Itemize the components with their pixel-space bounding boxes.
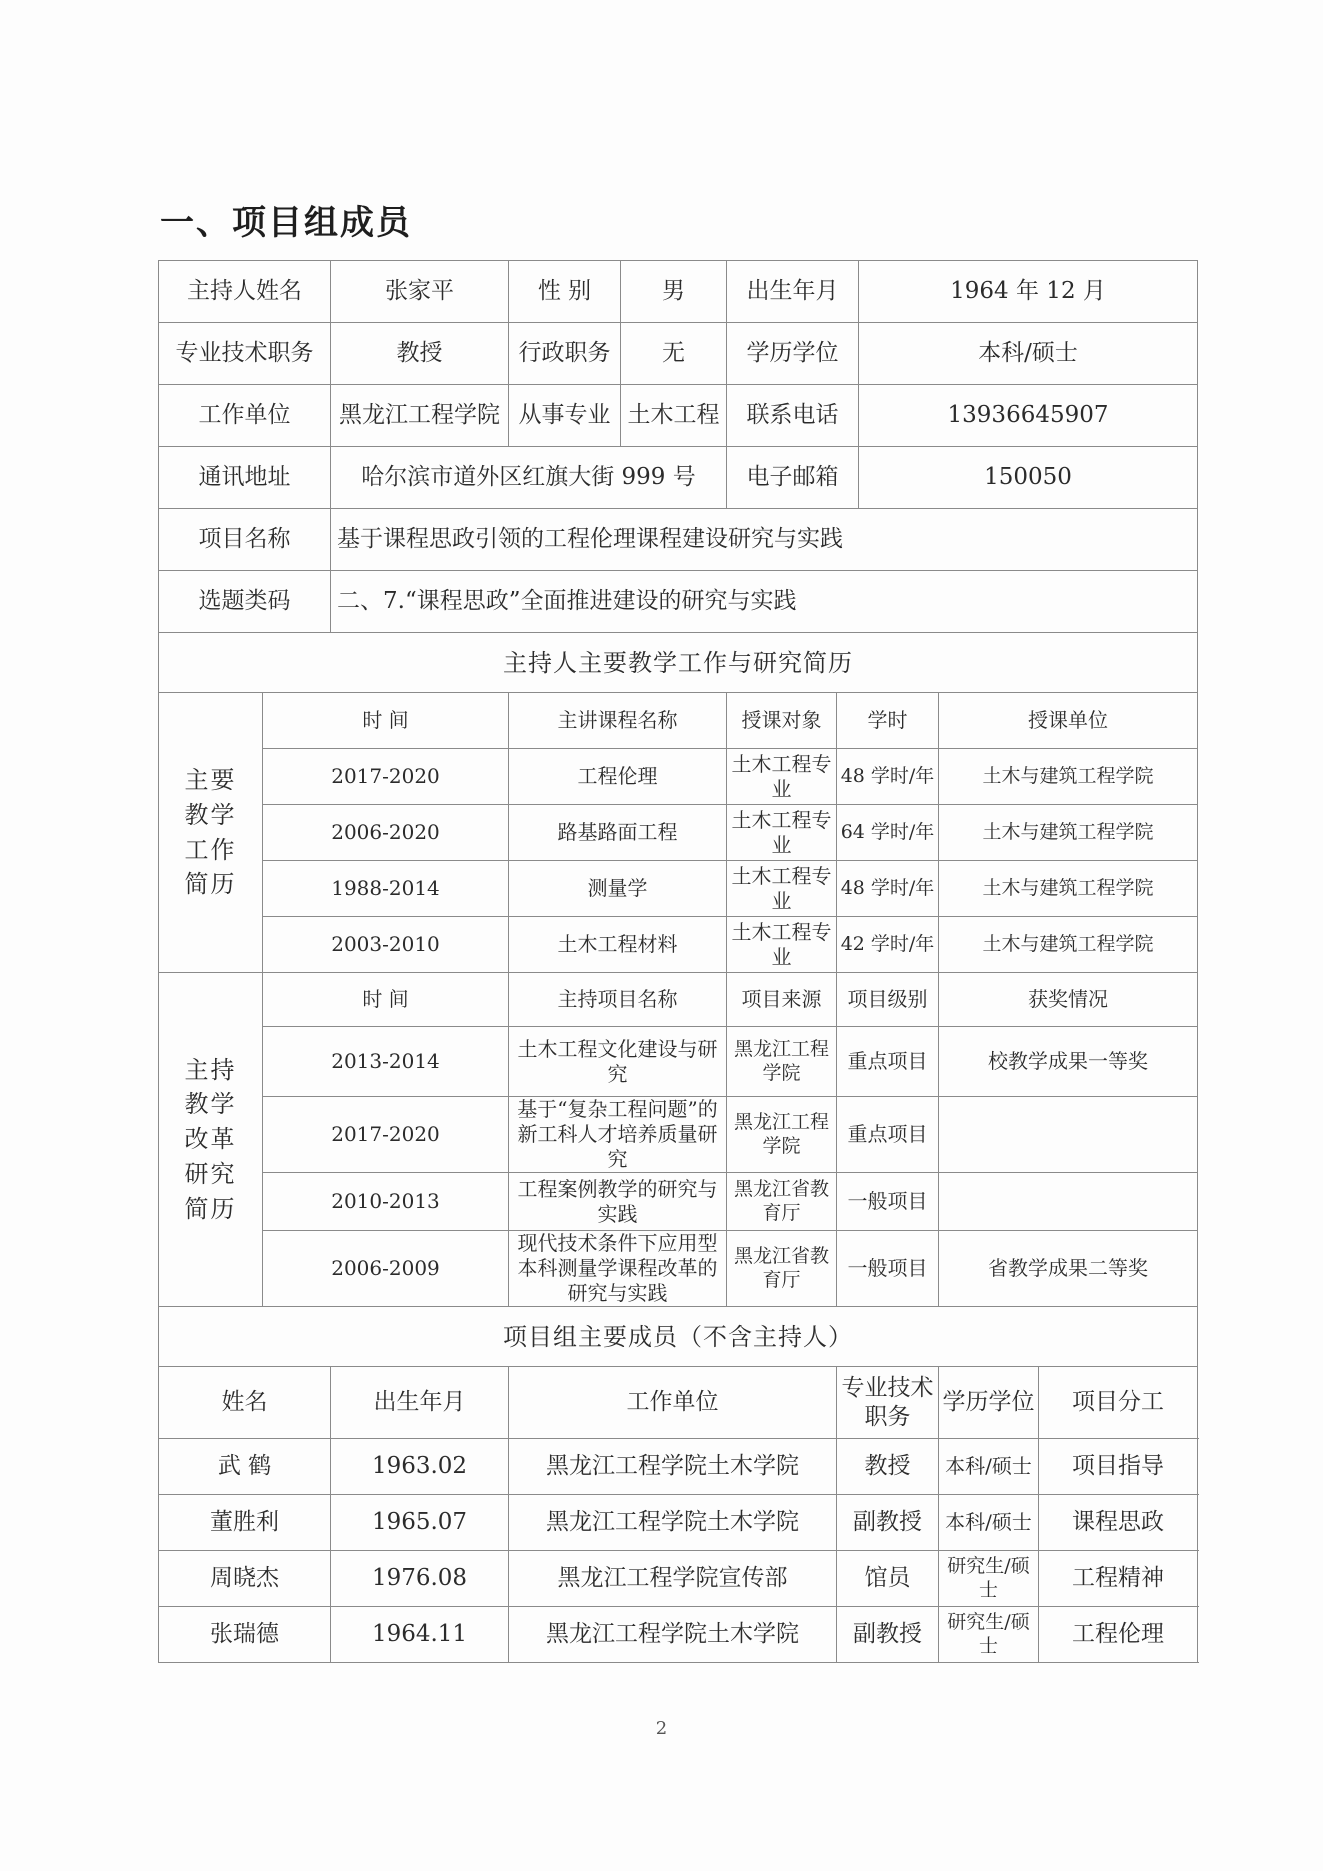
teaching-unit: 土木与建筑工程学院 [939, 861, 1198, 917]
member-degree: 研究生/硕士 [939, 1607, 1039, 1663]
host-name-value: 张家平 [331, 261, 509, 323]
reform-time: 2017-2020 [263, 1097, 509, 1173]
teaching-header-unit: 授课单位 [939, 693, 1198, 749]
reform-row [159, 1097, 1198, 1173]
topic-label: 选题类码 [159, 571, 331, 633]
degree-label: 学历学位 [727, 323, 859, 385]
host-row-1 [159, 261, 1198, 323]
teaching-unit: 土木与建筑工程学院 [939, 805, 1198, 861]
teaching-time: 1988-2014 [263, 861, 509, 917]
birth-value: 1964 年 12 月 [859, 261, 1198, 323]
topic-value: 二、7.“课程思政”全面推进建设的研究与实践 [331, 571, 1198, 633]
unit-label: 工作单位 [159, 385, 331, 447]
teaching-row [159, 749, 1198, 805]
member-birth: 1965.07 [331, 1495, 509, 1551]
teaching-course: 测量学 [509, 861, 727, 917]
resume-title-row [159, 633, 1198, 693]
reform-label-line: 简历 [184, 1194, 237, 1223]
member-row [159, 1439, 1198, 1495]
member-unit: 黑龙江工程学院土木学院 [509, 1439, 837, 1495]
host-name-label: 主持人姓名 [159, 261, 331, 323]
reform-level: 一般项目 [837, 1231, 939, 1307]
reform-level: 重点项目 [837, 1097, 939, 1173]
member-name: 张瑞德 [159, 1607, 331, 1663]
reform-header-project: 主持项目名称 [509, 973, 727, 1027]
teaching-hours: 48 学时/年 [837, 749, 939, 805]
teaching-row [159, 805, 1198, 861]
member-role: 工程伦理 [1039, 1607, 1198, 1663]
members-title: 项目组主要成员（不含主持人） [159, 1307, 1198, 1367]
teaching-hours: 48 学时/年 [837, 861, 939, 917]
reform-award [939, 1173, 1198, 1231]
member-birth: 1964.11 [331, 1607, 509, 1663]
reform-row [159, 1027, 1198, 1097]
teaching-unit: 土木与建筑工程学院 [939, 917, 1198, 973]
members-header-degree: 学历学位 [939, 1367, 1039, 1439]
section-heading: 一、项目组成员 [160, 203, 412, 243]
member-degree: 本科/硕士 [939, 1439, 1039, 1495]
reform-level: 一般项目 [837, 1173, 939, 1231]
teaching-header-row [159, 693, 1198, 749]
member-role: 项目指导 [1039, 1439, 1198, 1495]
title-value: 教授 [331, 323, 509, 385]
host-row-6 [159, 571, 1198, 633]
reform-time: 2010-2013 [263, 1173, 509, 1231]
reform-source: 黑龙江工程学院 [727, 1097, 837, 1173]
member-unit: 黑龙江工程学院土木学院 [509, 1495, 837, 1551]
members-header-unit: 工作单位 [509, 1367, 837, 1439]
reform-project: 工程案例教学的研究与实践 [509, 1173, 727, 1231]
teaching-label-line: 工作 [184, 835, 237, 864]
reform-award: 校教学成果一等奖 [939, 1027, 1198, 1097]
teaching-hours: 64 学时/年 [837, 805, 939, 861]
reform-source: 黑龙江省教育厅 [727, 1173, 837, 1231]
member-name: 董胜利 [159, 1495, 331, 1551]
host-row-2 [159, 323, 1198, 385]
page-number: 2 [655, 1718, 668, 1739]
teaching-course: 工程伦理 [509, 749, 727, 805]
teaching-label-line: 简历 [184, 870, 237, 899]
teaching-course: 路基路面工程 [509, 805, 727, 861]
members-header-role: 项目分工 [1039, 1367, 1198, 1439]
members-header-name: 姓名 [159, 1367, 331, 1439]
host-row-3 [159, 385, 1198, 447]
phone-label: 联系电话 [727, 385, 859, 447]
reform-time: 2006-2009 [263, 1231, 509, 1307]
host-row-5 [159, 509, 1198, 571]
gender-label: 性 别 [509, 261, 621, 323]
member-role: 工程精神 [1039, 1551, 1198, 1607]
teaching-audience: 土木工程专业 [727, 805, 837, 861]
teaching-time: 2006-2020 [263, 805, 509, 861]
teaching-header-time: 时 间 [263, 693, 509, 749]
reform-header-award: 获奖情况 [939, 973, 1198, 1027]
teaching-header-audience: 授课对象 [727, 693, 837, 749]
address-value: 哈尔滨市道外区红旗大街 999 号 [331, 447, 727, 509]
members-title-row [159, 1307, 1198, 1367]
teaching-time: 2003-2010 [263, 917, 509, 973]
member-title: 馆员 [837, 1551, 939, 1607]
reform-header-row [159, 973, 1198, 1027]
reform-award: 省教学成果二等奖 [939, 1231, 1198, 1307]
teaching-audience: 土木工程专业 [727, 749, 837, 805]
reform-source: 黑龙江省教育厅 [727, 1231, 837, 1307]
project-label: 项目名称 [159, 509, 331, 571]
reform-row [159, 1231, 1198, 1307]
project-member-form [158, 260, 1198, 1663]
members-header-title: 专业技术职务 [837, 1367, 939, 1439]
teaching-row [159, 917, 1198, 973]
admin-label: 行政职务 [509, 323, 621, 385]
teaching-label-line: 教学 [184, 800, 237, 829]
phone-value: 13936645907 [859, 385, 1198, 447]
reform-award [939, 1097, 1198, 1173]
member-degree: 本科/硕士 [939, 1495, 1039, 1551]
reform-project: 土木工程文化建设与研究 [509, 1027, 727, 1097]
reform-row [159, 1173, 1198, 1231]
major-value: 土木工程 [621, 385, 727, 447]
member-role: 课程思政 [1039, 1495, 1198, 1551]
teaching-audience: 土木工程专业 [727, 917, 837, 973]
member-title: 副教授 [837, 1495, 939, 1551]
member-unit: 黑龙江工程学院宣传部 [509, 1551, 837, 1607]
reform-time: 2013-2014 [263, 1027, 509, 1097]
teaching-time: 2017-2020 [263, 749, 509, 805]
project-value: 基于课程思政引领的工程伦理课程建设研究与实践 [331, 509, 1198, 571]
member-birth: 1976.08 [331, 1551, 509, 1607]
member-name: 武 鹤 [159, 1439, 331, 1495]
teaching-header-hours: 学时 [837, 693, 939, 749]
host-row-4 [159, 447, 1198, 509]
reform-label-line: 教学 [184, 1090, 237, 1119]
reform-label-line: 主持 [184, 1055, 237, 1084]
reform-label-line: 研究 [184, 1159, 237, 1188]
admin-value: 无 [621, 323, 727, 385]
reform-header-time: 时 间 [263, 973, 509, 1027]
member-degree: 研究生/硕士 [939, 1551, 1039, 1607]
reform-label-line: 改革 [184, 1125, 237, 1154]
email-label: 电子邮箱 [727, 447, 859, 509]
member-row [159, 1495, 1198, 1551]
reform-source: 黑龙江工程学院 [727, 1027, 837, 1097]
member-name: 周晓杰 [159, 1551, 331, 1607]
member-birth: 1963.02 [331, 1439, 509, 1495]
reform-section-label [159, 973, 263, 1307]
reform-header-level: 项目级别 [837, 973, 939, 1027]
degree-value: 本科/硕士 [859, 323, 1198, 385]
reform-project: 基于“复杂工程问题”的新工科人才培养质量研究 [509, 1097, 727, 1173]
unit-value: 黑龙江工程学院 [331, 385, 509, 447]
teaching-label-line: 主要 [184, 765, 237, 794]
teaching-unit: 土木与建筑工程学院 [939, 749, 1198, 805]
reform-header-source: 项目来源 [727, 973, 837, 1027]
address-label: 通讯地址 [159, 447, 331, 509]
member-row [159, 1551, 1198, 1607]
title-label: 专业技术职务 [159, 323, 331, 385]
teaching-audience: 土木工程专业 [727, 861, 837, 917]
resume-title: 主持人主要教学工作与研究简历 [159, 633, 1198, 693]
reform-level: 重点项目 [837, 1027, 939, 1097]
teaching-section-label [159, 693, 263, 973]
teaching-row [159, 861, 1198, 917]
birth-label: 出生年月 [727, 261, 859, 323]
teaching-hours: 42 学时/年 [837, 917, 939, 973]
member-title: 副教授 [837, 1607, 939, 1663]
teaching-course: 土木工程材料 [509, 917, 727, 973]
member-title: 教授 [837, 1439, 939, 1495]
members-header-row [159, 1367, 1198, 1439]
member-row [159, 1607, 1198, 1663]
reform-project: 现代技术条件下应用型本科测量学课程改革的研究与实践 [509, 1231, 727, 1307]
members-header-birth: 出生年月 [331, 1367, 509, 1439]
email-value: 150050 [859, 447, 1198, 509]
gender-value: 男 [621, 261, 727, 323]
major-label: 从事专业 [509, 385, 621, 447]
member-unit: 黑龙江工程学院土木学院 [509, 1607, 837, 1663]
teaching-header-course: 主讲课程名称 [509, 693, 727, 749]
